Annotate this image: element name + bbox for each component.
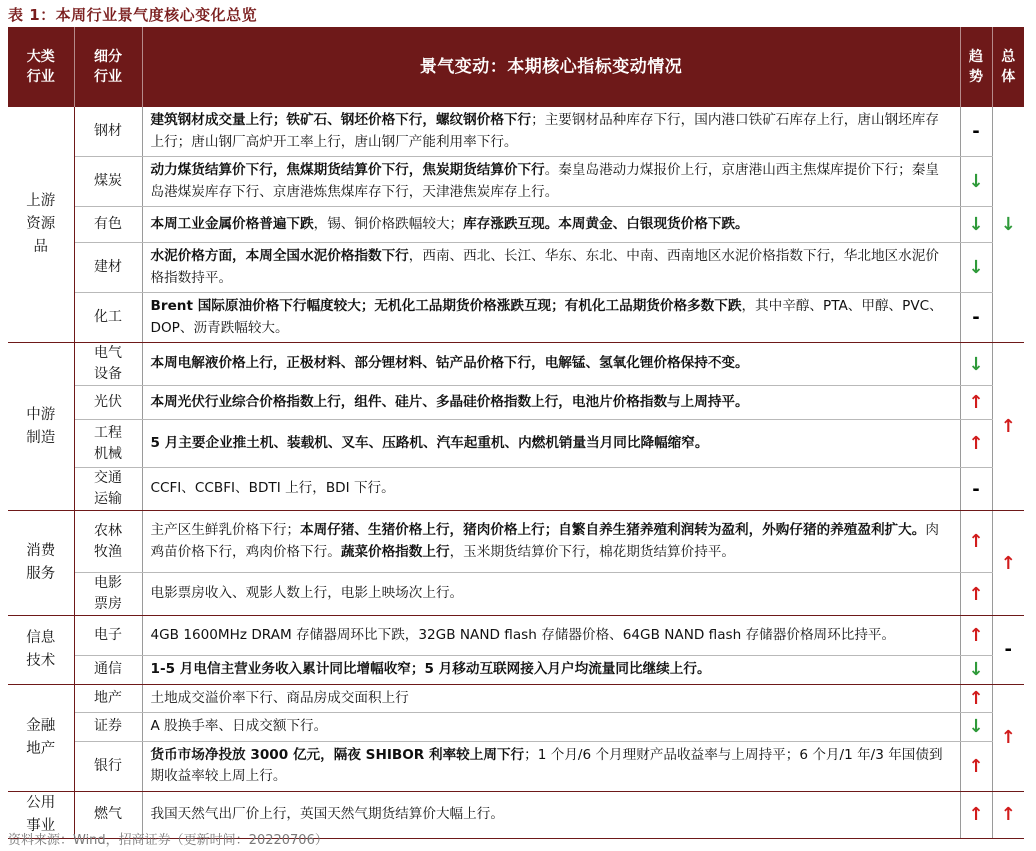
table-row bbox=[8, 684, 1024, 713]
trend-indicator: ↓ bbox=[960, 243, 992, 293]
description-text: ，玉米期货结算价下行，棉花期货结算价持平。 bbox=[449, 543, 736, 560]
description-text: 电影票房收入、观影人数上行，电影上映场次上行。 bbox=[150, 585, 464, 602]
sub-industry-cell: 通信 bbox=[74, 656, 142, 685]
trend-indicator: - bbox=[960, 293, 992, 343]
change-description bbox=[142, 107, 960, 157]
table-row bbox=[8, 343, 1024, 386]
table-title: 表 1：本周行业景气度核心变化总览 bbox=[8, 6, 258, 24]
sub-industry-cell: 建材 bbox=[74, 243, 142, 293]
overall-trend-indicator: - bbox=[992, 616, 1024, 685]
sub-industry-cell: 银行 bbox=[74, 741, 142, 791]
description-text: 货币市场净投放 3000 亿元，隔夜 SHIBOR 利率较上周下行 bbox=[150, 746, 525, 763]
description-text: 土地成交溢价率下行、商品房成交面积上行 bbox=[150, 689, 409, 706]
change-description bbox=[142, 511, 960, 573]
change-description bbox=[142, 741, 960, 791]
trend-indicator: - bbox=[960, 468, 992, 511]
description-text: ，锡、铜价格跌幅较大； bbox=[313, 215, 464, 232]
description-text: Brent 国际原油价格下行幅度较大；无机化工品期货价格涨跌互现；有机化工品期货价格多数下跌 bbox=[150, 298, 742, 314]
table-row bbox=[8, 741, 1024, 791]
change-description bbox=[142, 293, 960, 343]
change-description bbox=[142, 616, 960, 656]
change-description bbox=[142, 207, 960, 243]
sub-industry-cell: 电气设备 bbox=[74, 343, 142, 386]
description-text: 建筑钢材成交量上行；铁矿石、钢坯价格下行，螺纹钢价格下行 bbox=[150, 112, 532, 128]
description-text: 我国天然气出厂价上行，英国天然气期货结算价大幅上行。 bbox=[150, 805, 504, 822]
change-description bbox=[142, 468, 960, 511]
change-description bbox=[142, 343, 960, 386]
table-row bbox=[8, 713, 1024, 742]
overall-trend-indicator: ↑ bbox=[992, 684, 1024, 791]
header-trend: 趋势 bbox=[960, 27, 992, 107]
category-cell: 公用事业 bbox=[8, 791, 74, 838]
table-row bbox=[8, 386, 1024, 420]
table-row bbox=[8, 107, 1024, 157]
overall-trend-indicator: ↑ bbox=[992, 343, 1024, 511]
sub-industry-cell: 交通运输 bbox=[74, 468, 142, 511]
sub-industry-cell: 光伏 bbox=[74, 386, 142, 420]
trend-indicator: - bbox=[960, 107, 992, 157]
trend-indicator: ↑ bbox=[960, 616, 992, 656]
table-row bbox=[8, 243, 1024, 293]
table-row bbox=[8, 157, 1024, 207]
change-description bbox=[142, 157, 960, 207]
table-row bbox=[8, 207, 1024, 243]
trend-indicator: ↑ bbox=[960, 420, 992, 468]
category-cell: 信息技术 bbox=[8, 616, 74, 685]
description-text: ；主要钢材品种库存下行，国内港口铁矿石库存上行，唐山钢坯库存上行；唐山钢厂高炉开工率上行，唐山钢厂产能利用率下行。 bbox=[150, 112, 939, 150]
trend-indicator: ↓ bbox=[960, 157, 992, 207]
category-cell: 消费服务 bbox=[8, 511, 74, 616]
sub-industry-cell: 钢材 bbox=[74, 107, 142, 157]
change-description bbox=[142, 243, 960, 293]
sub-industry-cell: 电影票房 bbox=[74, 573, 142, 616]
description-text: CCFI、CCBFI、BDTI 上行，BDI 下行。 bbox=[150, 480, 395, 497]
table-row bbox=[8, 616, 1024, 656]
trend-indicator: ↑ bbox=[960, 684, 992, 713]
category-cell: 中游制造 bbox=[8, 343, 74, 511]
table-row bbox=[8, 656, 1024, 685]
table-row bbox=[8, 293, 1024, 343]
change-description bbox=[142, 573, 960, 616]
change-description bbox=[142, 684, 960, 713]
change-description bbox=[142, 656, 960, 685]
category-cell: 金融地产 bbox=[8, 684, 74, 791]
trend-indicator: ↓ bbox=[960, 343, 992, 386]
description-text: 本周工业金属价格普遍下跌 bbox=[150, 215, 314, 232]
trend-indicator: ↓ bbox=[960, 207, 992, 243]
trend-indicator: ↑ bbox=[960, 511, 992, 573]
table-row bbox=[8, 573, 1024, 616]
description-text: 4GB 1600MHz DRAM 存储器周环比下跌，32GB NAND flash 存储器价格、64GB NAND flash 存储器价格周环比持平。 bbox=[150, 626, 896, 643]
description-text: A 股换手率、日成交额下行。 bbox=[150, 718, 328, 734]
overall-trend-indicator: ↑ bbox=[992, 791, 1024, 838]
trend-indicator: ↑ bbox=[960, 573, 992, 616]
trend-indicator: ↑ bbox=[960, 386, 992, 420]
description-text: 本周电解液价格上行，正极材料、部分锂材料、钴产品价格下行，电解锰、氢氧化锂价格保持不变。 bbox=[150, 355, 749, 372]
sub-industry-cell: 燃气 bbox=[74, 791, 142, 838]
description-text: 本周光伏行业综合价格指数上行，组件、硅片、多晶硅价格指数上行，电池片价格指数与上周持平。 bbox=[150, 393, 749, 410]
source-note: 资料来源：Wind，招商证券（更新时间：20220706） bbox=[8, 833, 328, 848]
header-overall: 总体 bbox=[992, 27, 1024, 107]
description-text: 蔬菜价格指数上行 bbox=[340, 543, 450, 560]
description-text: ，其中辛醇、PTA、甲醇、PVC、DOP、沥青跌幅较大。 bbox=[150, 298, 943, 336]
description-text: 肉鸡苗价格下行，鸡肉价格下行。 bbox=[150, 522, 939, 560]
industry-table bbox=[8, 27, 1024, 839]
trend-indicator: ↑ bbox=[960, 791, 992, 838]
description-text: 。秦皇岛港动力煤报价上行，京唐港山西主焦煤库提价下行；秦皇岛港煤炭库存下行、京唐港炼焦煤库存下行，天津港焦炭库存上行。 bbox=[150, 162, 939, 200]
table-row bbox=[8, 420, 1024, 468]
sub-industry-cell: 农林牧渔 bbox=[74, 511, 142, 573]
header-category: 大类行业 bbox=[8, 27, 74, 107]
change-description bbox=[142, 386, 960, 420]
table-row bbox=[8, 511, 1024, 573]
description-text: 1-5 月电信主营业务收入累计同比增幅收窄；5 月移动互联网接入月户均流量同比继续上行。 bbox=[150, 661, 711, 677]
sub-industry-cell: 有色 bbox=[74, 207, 142, 243]
description-text: ；1 个月/6 个月理财产品收益率与上周持平；6 个月/1 年/3 年国债到期收益率较上周上行。 bbox=[150, 746, 943, 784]
description-text: 水泥价格方面，本周全国水泥价格指数下行 bbox=[150, 248, 409, 264]
sub-industry-cell: 工程机械 bbox=[74, 420, 142, 468]
sub-industry-cell: 电子 bbox=[74, 616, 142, 656]
sub-industry-cell: 化工 bbox=[74, 293, 142, 343]
sub-industry-cell: 证券 bbox=[74, 713, 142, 742]
trend-indicator: ↓ bbox=[960, 713, 992, 742]
table-row bbox=[8, 468, 1024, 511]
sub-industry-cell: 煤炭 bbox=[74, 157, 142, 207]
table-body bbox=[8, 107, 1024, 838]
header-desc: 景气变动：本期核心指标变动情况 bbox=[142, 27, 960, 107]
overall-trend-indicator: ↓ bbox=[992, 107, 1024, 343]
category-cell: 上游资源品 bbox=[8, 107, 74, 343]
trend-indicator: ↑ bbox=[960, 741, 992, 791]
header-row bbox=[8, 27, 1024, 107]
change-description bbox=[142, 420, 960, 468]
trend-indicator: ↓ bbox=[960, 656, 992, 685]
overall-trend-indicator: ↑ bbox=[992, 511, 1024, 616]
description-text: 主产区生鲜乳价格下行； bbox=[150, 522, 301, 538]
header-sub: 细分行业 bbox=[74, 27, 142, 107]
sub-industry-cell: 地产 bbox=[74, 684, 142, 713]
description-text: ，西南、西北、长江、华东、东北、中南、西南地区水泥价格指数下行，华北地区水泥价格指数持平。 bbox=[150, 248, 939, 286]
change-description bbox=[142, 713, 960, 742]
description-text: 动力煤货结算价下行，焦煤期货结算价下行，焦炭期货结算价下行 bbox=[150, 162, 545, 178]
description-text: 库存涨跌互现。本周黄金、白银现货价格下跌。 bbox=[463, 215, 749, 232]
description-text: 5 月主要企业推土机、装载机、叉车、压路机、汽车起重机、内燃机销量当月同比降幅缩窄。 bbox=[150, 434, 709, 451]
description-text: 本周仔猪、生猪价格上行，猪肉价格上行；自繁自养生猪养殖利润转为盈利，外购仔猪的养殖盈利扩大。 bbox=[300, 522, 926, 538]
